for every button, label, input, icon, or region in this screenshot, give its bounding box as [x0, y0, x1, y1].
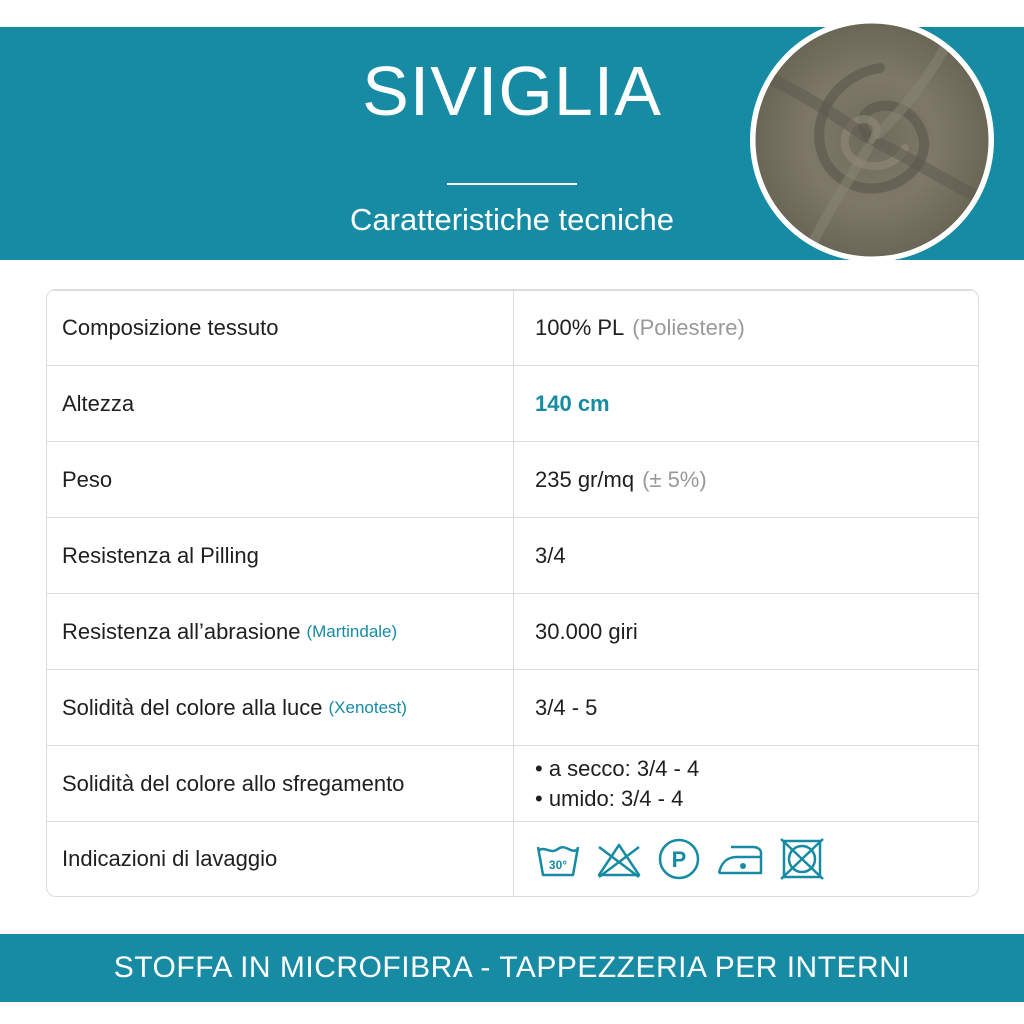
row-value — [535, 366, 610, 441]
row-label: Resistenza al Pilling — [62, 542, 259, 568]
height-value: 140 cm — [535, 390, 610, 416]
title-divider — [447, 183, 577, 185]
row-label: Composizione tessuto — [62, 315, 279, 340]
table-row-weight — [47, 441, 978, 517]
dry-clean-p-icon — [657, 837, 701, 881]
rubbing-wet-value: • umido: 3/4 - 4 — [535, 785, 684, 811]
table-row-lightfastness — [47, 669, 978, 745]
row-label: Indicazioni di lavaggio — [62, 846, 278, 871]
row-value — [535, 746, 699, 821]
iron-low-icon — [715, 839, 765, 879]
table-row-rubbing — [47, 745, 978, 821]
wash-temp-label: 30° — [548, 858, 568, 872]
abrasion-label: Resistenza all’abrasione — [62, 618, 301, 644]
row-value — [535, 291, 745, 365]
specs-table — [46, 289, 979, 897]
table-row-height — [47, 365, 978, 441]
table-row-pilling — [47, 517, 978, 593]
no-bleach-icon — [595, 839, 643, 879]
footer-banner — [0, 934, 1024, 1002]
no-tumble-dry-icon — [779, 837, 825, 881]
footer-text: STOFFA IN MICROFIBRA - TAPPEZZERIA PER INTERNI — [113, 951, 911, 984]
lightfastness-note: (Xenotest) — [328, 697, 407, 717]
weight-note: (± 5%) — [642, 466, 707, 492]
composition-value: 100% PL — [535, 315, 625, 340]
dryclean-letter: P — [671, 847, 687, 872]
abrasion-note: (Martindale) — [306, 621, 398, 641]
fabric-swatch-image — [750, 18, 994, 262]
row-label: Solidità del colore allo sfregamento — [62, 770, 405, 796]
product-title: SIVIGLIA — [362, 52, 662, 130]
row-value — [535, 442, 707, 517]
row-label: Altezza — [62, 390, 135, 416]
table-row-abrasion — [47, 593, 978, 669]
table-row-composition — [47, 290, 978, 365]
table-row-washing — [47, 821, 978, 896]
row-value: 3/4 — [535, 542, 566, 568]
product-subtitle: Caratteristiche tecniche — [350, 202, 674, 237]
row-label: Peso — [62, 466, 113, 492]
rubbing-dry-value: • a secco: 3/4 - 4 — [535, 755, 700, 781]
row-value: 30.000 giri — [535, 618, 638, 644]
row-label — [62, 670, 407, 745]
weight-value: 235 gr/mq — [535, 466, 635, 492]
wash-30-icon — [535, 839, 581, 879]
composition-note: (Poliestere) — [632, 315, 745, 340]
row-label — [62, 594, 397, 669]
row-value: 3/4 - 5 — [535, 694, 598, 720]
lightfastness-label: Solidità del colore alla luce — [62, 694, 323, 720]
care-icons — [535, 822, 825, 896]
